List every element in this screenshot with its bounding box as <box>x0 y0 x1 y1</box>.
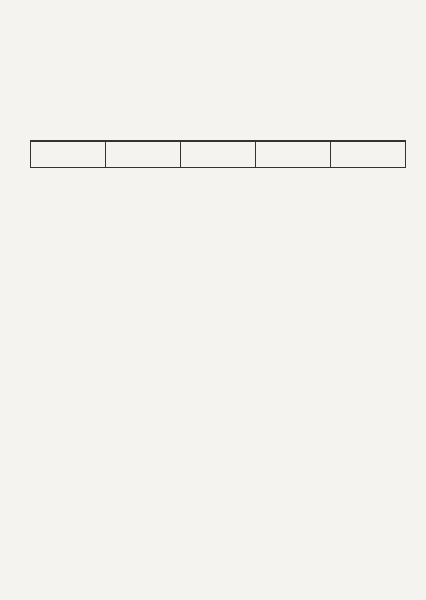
header-name <box>31 142 106 168</box>
header-result <box>256 142 331 168</box>
header-limit <box>181 142 256 168</box>
safety-table <box>30 140 406 168</box>
header-error <box>331 142 406 168</box>
header-nd <box>106 142 181 168</box>
